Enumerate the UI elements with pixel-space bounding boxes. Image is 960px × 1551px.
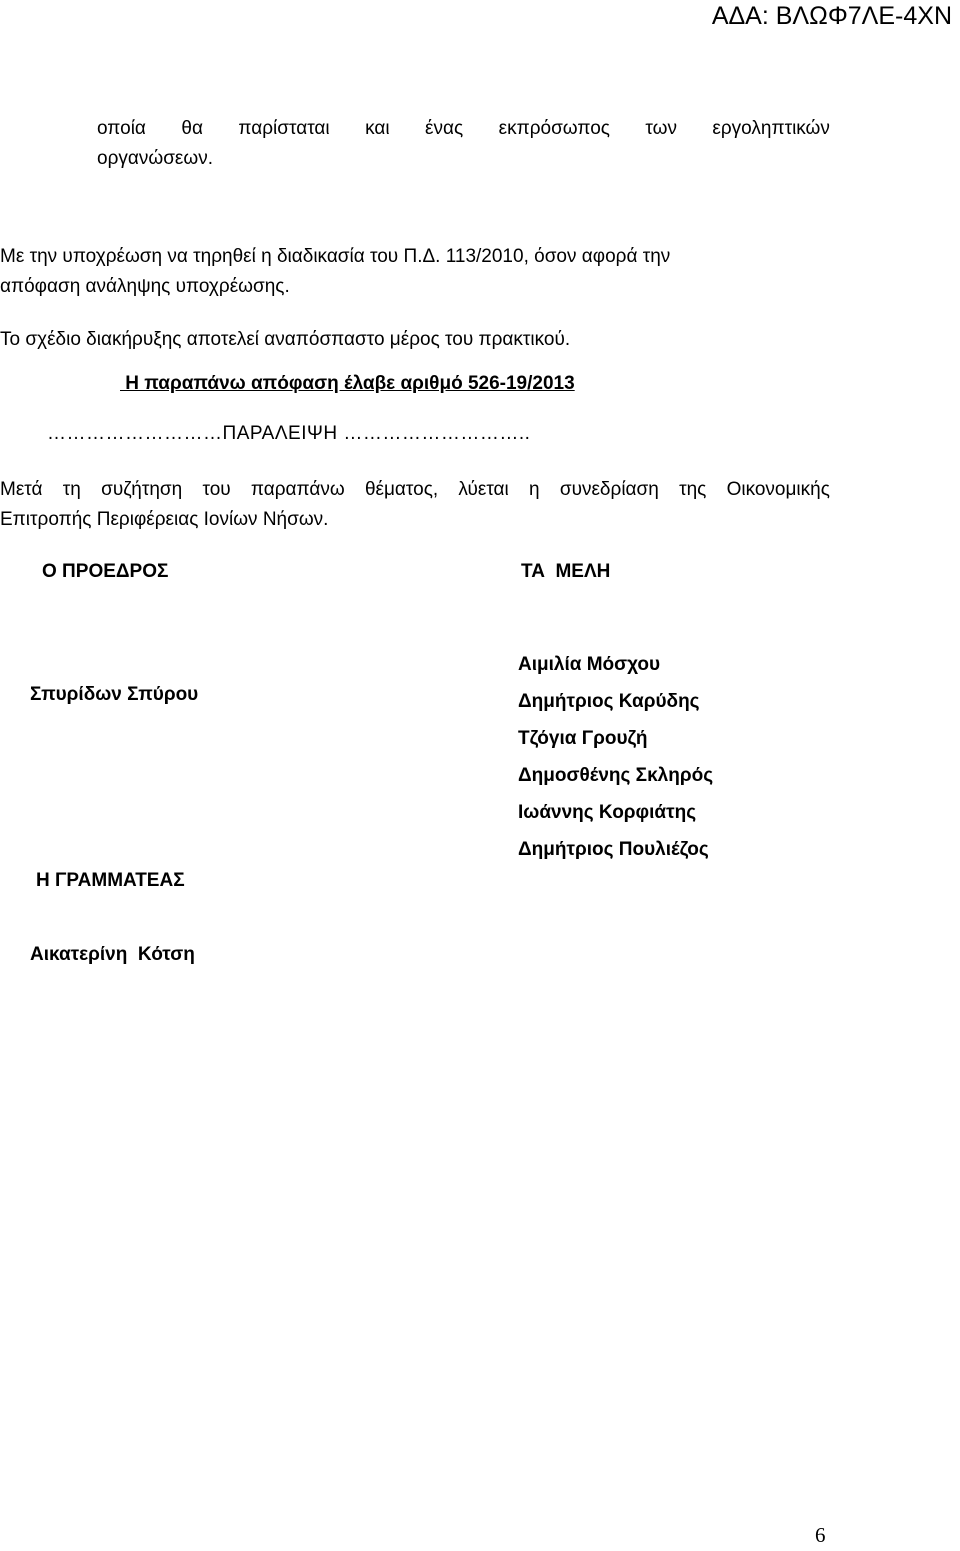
omission-marker: ………………………ΠΑΡΑΛΕΙΨΗ ……………………….. xyxy=(47,423,531,444)
members-list xyxy=(518,646,713,868)
paragraph-line-2: οργανώσεων. xyxy=(97,148,214,169)
paragraph-line-1: Με την υποχρέωση να τηρηθεί η διαδικασία του Π.Δ. 113/2010, όσον αφορά την xyxy=(0,246,671,267)
members-label: ΤΑ ΜΕΛΗ xyxy=(521,561,611,582)
document-id-header: ΑΔΑ: ΒΛΩΦ7ΛΕ-4ΧΝ xyxy=(711,2,952,30)
word: συνεδρίαση xyxy=(559,479,659,500)
member-name: Δημοσθένης Σκληρός xyxy=(518,765,714,786)
word: θέματος, xyxy=(364,479,439,500)
page-number: 6 xyxy=(815,1523,826,1547)
word: τη xyxy=(62,479,81,500)
word: λύεται xyxy=(458,479,509,500)
word: παραπάνω xyxy=(250,479,345,500)
president-name: Σπυρίδων Σπύρου xyxy=(30,684,199,705)
paragraph-line-2: απόφαση ανάληψης υποχρέωσης. xyxy=(0,276,290,297)
secretary-label: Η ΓΡΑΜΜΑΤΕΑΣ xyxy=(36,870,185,891)
member-name: Δημήτριος Καρύδης xyxy=(518,691,700,712)
word: του xyxy=(202,479,231,500)
word: Οικονομικής xyxy=(726,479,830,500)
word: συζήτηση xyxy=(101,479,183,500)
paragraph-obligation xyxy=(0,242,800,302)
word: της xyxy=(679,479,707,500)
paragraph-line-2: Επιτροπής Περιφέρειας Ιονίων Νήσων. xyxy=(0,509,329,530)
word: εργοληπτικών xyxy=(712,118,830,139)
secretary-name: Αικατερίνη Κότση xyxy=(30,944,195,965)
paragraph-draft-notice: Το σχέδιο διακήρυξης αποτελεί αναπόσπαστο μέρος του πρακτικού. xyxy=(0,329,571,350)
member-name: Αιμιλία Μόσχου xyxy=(518,654,661,675)
paragraph-closing xyxy=(0,475,830,535)
word: θα xyxy=(181,118,203,139)
paragraph-representative xyxy=(97,114,830,174)
member-name: Ιωάννης Κορφιάτης xyxy=(518,802,697,823)
word: ένας xyxy=(425,118,464,139)
member-name: Δημήτριος Πουλιέζος xyxy=(518,839,709,860)
word: εκπρόσωπος xyxy=(498,118,610,139)
paragraph-line-1 xyxy=(0,475,830,505)
word: και xyxy=(365,118,390,139)
president-label: Ο ΠΡΟΕΔΡΟΣ xyxy=(42,561,169,582)
decision-number: Η παραπάνω απόφαση έλαβε αριθμό 526-19/2013 xyxy=(120,373,575,394)
member-name: Τζόγια Γρουζή xyxy=(518,728,648,749)
word: των xyxy=(645,118,677,139)
word: οποία xyxy=(97,118,146,139)
word: Μετά xyxy=(0,479,43,500)
paragraph-line-1 xyxy=(97,114,830,144)
word: η xyxy=(529,479,540,500)
word: παρίσταται xyxy=(238,118,330,139)
